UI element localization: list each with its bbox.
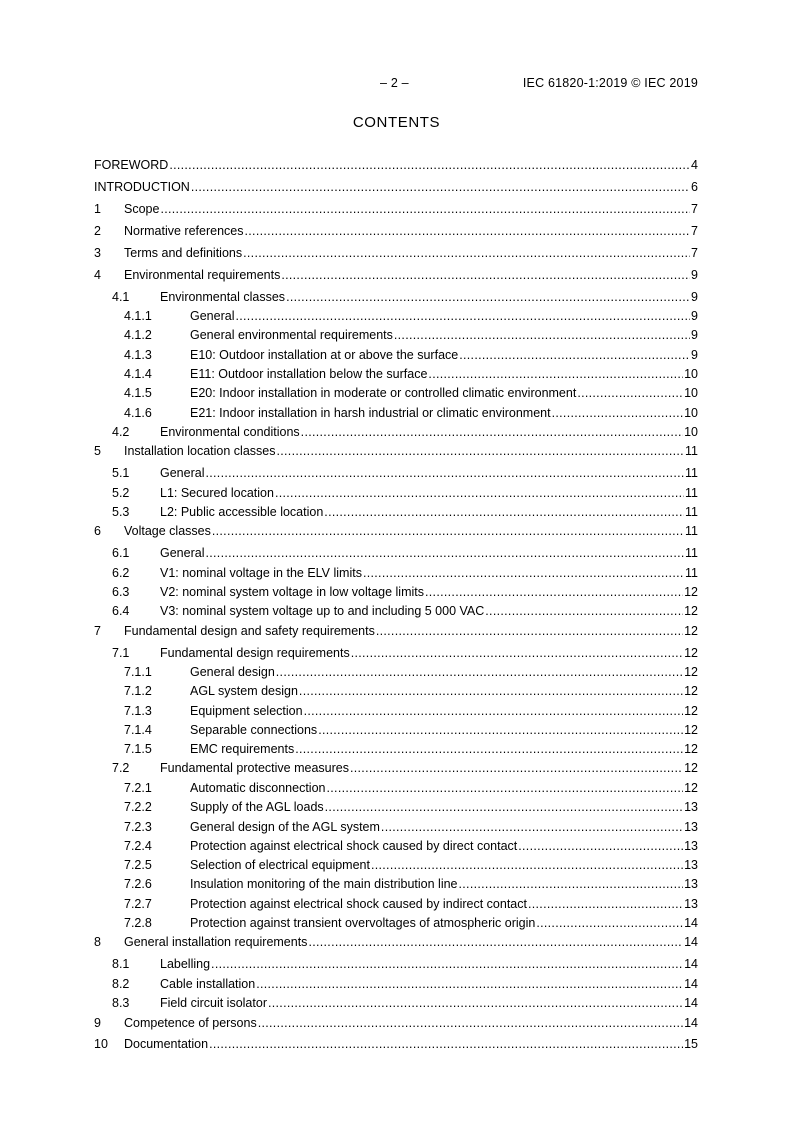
toc-entry-title: Installation location classes — [124, 444, 276, 458]
toc-dot-leader — [245, 224, 691, 239]
toc-entry[interactable] — [94, 742, 698, 757]
toc-dot-leader — [275, 486, 684, 501]
toc-entry-title: Fundamental design requirements — [160, 646, 350, 660]
toc-entry-number: 8.1 — [112, 957, 130, 971]
toc-entry-title: Environmental requirements — [124, 268, 281, 282]
toc-dot-leader — [191, 180, 690, 195]
toc-entry[interactable] — [94, 996, 698, 1011]
toc-entry-page: 14 — [684, 977, 698, 991]
toc-entry-title: Labelling — [160, 957, 211, 971]
toc-dot-leader — [577, 386, 683, 401]
toc-dot-leader — [256, 977, 683, 992]
toc-dot-leader — [518, 839, 683, 854]
toc-entry-page: 11 — [685, 486, 698, 500]
toc-entry-page: 10 — [684, 406, 698, 420]
toc-entry-page: 11 — [685, 566, 698, 580]
toc-entry-page: 13 — [684, 820, 698, 834]
toc-entry-title: E20: Indoor installation in moderate or controlled climatic environment — [190, 386, 577, 400]
toc-entry-title: E21: Indoor installation in harsh industrial or climatic environment — [190, 406, 551, 420]
toc-dot-leader — [318, 723, 683, 738]
toc-entry-title: Supply of the AGL loads — [190, 800, 324, 814]
toc-entry-title: INTRODUCTION — [94, 180, 190, 194]
toc-entry-number: 5.1 — [112, 466, 130, 480]
toc-entry-title: Equipment selection — [190, 704, 303, 718]
toc-entry-number: 7.2.5 — [124, 858, 152, 872]
toc-entry-page: 11 — [685, 466, 698, 480]
toc-entry-number: 7.2.1 — [124, 781, 152, 795]
toc-entry-page: 11 — [685, 444, 698, 458]
toc-entry[interactable] — [94, 723, 698, 738]
toc-entry-number: 7.2.4 — [124, 839, 152, 853]
toc-entry-title: Insulation monitoring of the main distribution line — [190, 877, 458, 891]
toc-entry-number: 7.1 — [112, 646, 130, 660]
toc-dot-leader — [205, 466, 684, 481]
toc-entry[interactable] — [94, 444, 698, 459]
toc-entry-page: 13 — [684, 800, 698, 814]
toc-dot-leader — [485, 604, 683, 619]
toc-entry-number: 2 — [94, 224, 101, 238]
toc-entry-page: 14 — [684, 957, 698, 971]
toc-entry[interactable] — [94, 246, 698, 261]
toc-entry-title: General — [160, 466, 205, 480]
toc-entry-title: Selection of electrical equipment — [190, 858, 370, 872]
toc-entry-number: 7.2.2 — [124, 800, 152, 814]
toc-entry-page: 6 — [691, 180, 698, 194]
toc-dot-leader — [281, 268, 690, 283]
toc-entry[interactable] — [94, 897, 698, 912]
toc-entry-title: Field circuit isolator — [160, 996, 267, 1010]
toc-entry[interactable] — [94, 916, 698, 931]
toc-entry-page: 11 — [685, 505, 698, 519]
toc-entry-number: 7.2.7 — [124, 897, 152, 911]
toc-dot-leader — [394, 328, 690, 343]
toc-dot-leader — [295, 742, 683, 757]
toc-dot-leader — [276, 444, 684, 459]
toc-entry[interactable] — [94, 877, 698, 892]
toc-entry[interactable] — [94, 704, 698, 719]
toc-entry-title: Normative references — [124, 224, 244, 238]
toc-entry-title: Protection against transient overvoltages of atmospheric origin — [190, 916, 536, 930]
toc-entry-page: 12 — [684, 684, 698, 698]
toc-entry[interactable] — [94, 935, 698, 950]
toc-entry[interactable] — [94, 328, 698, 343]
toc-entry-number: 5.2 — [112, 486, 130, 500]
toc-entry-page: 13 — [684, 877, 698, 891]
toc-entry-title: FOREWORD — [94, 158, 169, 172]
toc-entry-title: Competence of persons — [124, 1016, 257, 1030]
toc-entry-number: 5.3 — [112, 505, 130, 519]
toc-dot-leader — [552, 406, 683, 421]
toc-entry-page: 7 — [691, 224, 698, 238]
toc-entry[interactable] — [94, 624, 698, 639]
toc-entry-title: V2: nominal system voltage in low voltage limits — [160, 585, 425, 599]
toc-entry-number: 8.2 — [112, 977, 130, 991]
toc-entry[interactable] — [94, 957, 698, 972]
toc-entry-page: 9 — [691, 328, 698, 342]
toc-dot-leader — [536, 916, 683, 931]
toc-entry-page: 7 — [691, 202, 698, 216]
toc-entry[interactable] — [94, 486, 698, 501]
toc-dot-leader — [235, 309, 690, 324]
toc-entry-page: 11 — [685, 546, 698, 560]
toc-entry-number: 6.1 — [112, 546, 130, 560]
toc-dot-leader — [327, 781, 684, 796]
toc-dot-leader — [308, 935, 683, 950]
toc-entry-title: AGL system design — [190, 684, 298, 698]
toc-dot-leader — [428, 367, 683, 382]
toc-dot-leader — [243, 246, 690, 261]
toc-entry-number: 9 — [94, 1016, 101, 1030]
toc-entry[interactable] — [94, 290, 698, 305]
toc-entry-page: 12 — [684, 624, 698, 638]
toc-entry-page: 9 — [691, 290, 698, 304]
page-title: CONTENTS — [352, 114, 441, 131]
toc-entry-title: L1: Secured location — [160, 486, 274, 500]
toc-dot-leader — [351, 646, 683, 661]
toc-entry-number: 4.1.6 — [124, 406, 152, 420]
toc-dot-leader — [459, 877, 684, 892]
toc-entry[interactable] — [94, 781, 698, 796]
toc-entry[interactable] — [94, 604, 698, 619]
toc-entry-title: V1: nominal voltage in the ELV limits — [160, 566, 362, 580]
toc-entry-number: 7.1.3 — [124, 704, 152, 718]
toc-entry-title: E10: Outdoor installation at or above the surface — [190, 348, 459, 362]
toc-entry-title: Environmental classes — [160, 290, 286, 304]
toc-entry-title: General installation requirements — [124, 935, 308, 949]
toc-entry-number: 4.1.1 — [124, 309, 152, 323]
toc-entry[interactable] — [94, 524, 698, 539]
toc-dot-leader — [381, 820, 683, 835]
toc-entry[interactable] — [94, 820, 698, 835]
toc-entry-page: 14 — [684, 935, 698, 949]
toc-entry-title: V3: nominal system voltage up to and including 5 000 VAC — [160, 604, 485, 618]
toc-entry-number: 4.1.3 — [124, 348, 152, 362]
toc-entry-title: Voltage classes — [124, 524, 211, 538]
toc-entry-page: 13 — [684, 839, 698, 853]
toc-entry-page: 12 — [684, 761, 698, 775]
toc-entry-title: Separable connections — [190, 723, 318, 737]
toc-dot-leader — [376, 624, 683, 639]
toc-entry-number: 8.3 — [112, 996, 130, 1010]
toc-entry-number: 10 — [94, 1037, 108, 1051]
toc-entry-page: 12 — [684, 646, 698, 660]
toc-entry-page: 14 — [684, 996, 698, 1010]
toc-entry-title: Protection against electrical shock caused by direct contact — [190, 839, 518, 853]
toc-entry-number: 6.2 — [112, 566, 130, 580]
toc-entry-title: General design of the AGL system — [190, 820, 380, 834]
toc-entry-title: General design — [190, 665, 275, 679]
toc-entry-page: 12 — [684, 665, 698, 679]
toc-entry-number: 4 — [94, 268, 101, 282]
toc-dot-leader — [276, 665, 683, 680]
toc-entry-page: 13 — [684, 897, 698, 911]
toc-dot-leader — [350, 761, 683, 776]
toc-entry-number: 4.1.4 — [124, 367, 152, 381]
toc-entry[interactable] — [94, 309, 698, 324]
toc-entry-number: 7.2 — [112, 761, 130, 775]
toc-dot-leader — [371, 858, 683, 873]
toc-dot-leader — [459, 348, 690, 363]
toc-entry-title: Scope — [124, 202, 160, 216]
toc-entry[interactable] — [94, 546, 698, 561]
toc-entry-title: E11: Outdoor installation below the surface — [190, 367, 428, 381]
toc-entry[interactable] — [94, 180, 698, 195]
toc-entry-title: Documentation — [124, 1037, 209, 1051]
toc-entry-title: EMC requirements — [190, 742, 295, 756]
toc-entry-title: Cable installation — [160, 977, 256, 991]
toc-entry-page: 12 — [684, 604, 698, 618]
toc-entry[interactable] — [94, 646, 698, 661]
toc-dot-leader — [268, 996, 683, 1011]
toc-entry[interactable] — [94, 406, 698, 421]
toc-entry[interactable] — [94, 466, 698, 481]
toc-entry[interactable] — [94, 839, 698, 854]
toc-entry-page: 10 — [684, 425, 698, 439]
toc-entry[interactable] — [94, 977, 698, 992]
toc-entry-number: 4.1.2 — [124, 328, 152, 342]
toc-entry[interactable] — [94, 348, 698, 363]
toc-dot-leader — [299, 684, 683, 699]
toc-entry[interactable] — [94, 505, 698, 520]
toc-dot-leader — [160, 202, 690, 217]
page-number: – 2 – — [380, 76, 409, 90]
toc-entry[interactable] — [94, 1016, 698, 1031]
toc-entry-page: 11 — [685, 524, 698, 538]
toc-entry-number: 6.3 — [112, 585, 130, 599]
toc-entry-number: 7.1.5 — [124, 742, 152, 756]
toc-entry-number: 4.1 — [112, 290, 130, 304]
toc-entry-number: 1 — [94, 202, 101, 216]
toc-entry-page: 10 — [684, 367, 698, 381]
toc-dot-leader — [286, 290, 690, 305]
toc-entry-page: 13 — [684, 858, 698, 872]
toc-entry-page: 7 — [691, 246, 698, 260]
toc-dot-leader — [528, 897, 683, 912]
toc-entry-page: 12 — [684, 742, 698, 756]
toc-entry[interactable] — [94, 202, 698, 217]
toc-entry-number: 7 — [94, 624, 101, 638]
toc-entry-number: 7.1.4 — [124, 723, 152, 737]
toc-entry-title: General environmental requirements — [190, 328, 393, 342]
toc-entry[interactable] — [94, 224, 698, 239]
toc-entry-number: 3 — [94, 246, 101, 260]
toc-entry-page: 14 — [684, 916, 698, 930]
toc-entry-page: 10 — [684, 386, 698, 400]
toc-entry[interactable] — [94, 585, 698, 600]
toc-entry[interactable] — [94, 665, 698, 680]
toc-entry-number: 4.2 — [112, 425, 130, 439]
toc-entry-title: Fundamental design and safety requirements — [124, 624, 375, 638]
toc-entry-title: Fundamental protective measures — [160, 761, 349, 775]
toc-entry[interactable] — [94, 386, 698, 401]
toc-entry-page: 15 — [684, 1037, 698, 1051]
toc-entry-number: 7.1.2 — [124, 684, 152, 698]
toc-entry-number: 8 — [94, 935, 101, 949]
toc-entry[interactable] — [94, 858, 698, 873]
toc-dot-leader — [301, 425, 683, 440]
toc-entry[interactable] — [94, 367, 698, 382]
toc-dot-leader — [209, 1037, 683, 1052]
toc-entry[interactable] — [94, 800, 698, 815]
toc-dot-leader — [205, 546, 684, 561]
toc-entry-title: Terms and definitions — [124, 246, 243, 260]
toc-entry-title: General — [160, 546, 205, 560]
toc-entry[interactable] — [94, 684, 698, 699]
toc-entry[interactable] — [94, 268, 698, 283]
toc-entry[interactable] — [94, 425, 698, 440]
toc-entry-page: 9 — [691, 268, 698, 282]
toc-entry-number: 7.2.3 — [124, 820, 152, 834]
standard-designation: IEC 61820-1:2019 © IEC 2019 — [522, 76, 698, 90]
toc-dot-leader — [169, 158, 690, 173]
toc-dot-leader — [258, 1016, 683, 1031]
toc-entry-number: 6 — [94, 524, 101, 538]
toc-entry-number: 7.2.6 — [124, 877, 152, 891]
toc-entry-page: 9 — [691, 309, 698, 323]
toc-entry-title: L2: Public accessible location — [160, 505, 324, 519]
toc-entry-number: 4.1.5 — [124, 386, 152, 400]
toc-entry-page: 4 — [691, 158, 698, 172]
toc-dot-leader — [363, 566, 684, 581]
toc-entry[interactable] — [94, 566, 698, 581]
toc-entry-title: Environmental conditions — [160, 425, 300, 439]
toc-entry-page: 12 — [684, 704, 698, 718]
toc-dot-leader — [304, 704, 684, 719]
toc-dot-leader — [211, 957, 683, 972]
toc-entry-title: General — [190, 309, 235, 323]
toc-dot-leader — [212, 524, 684, 539]
toc-entry-title: Protection against electrical shock caused by indirect contact — [190, 897, 527, 911]
toc-entry[interactable] — [94, 158, 698, 173]
toc-entry-page: 9 — [691, 348, 698, 362]
toc-dot-leader — [325, 800, 683, 815]
toc-entry-page: 14 — [684, 1016, 698, 1030]
toc-entry-page: 12 — [684, 723, 698, 737]
toc-entry[interactable] — [94, 1037, 698, 1052]
toc-dot-leader — [425, 585, 683, 600]
toc-entry-page: 12 — [684, 781, 698, 795]
toc-entry-number: 7.1.1 — [124, 665, 152, 679]
toc-entry-page: 12 — [684, 585, 698, 599]
toc-entry-number: 5 — [94, 444, 101, 458]
toc-entry-number: 6.4 — [112, 604, 130, 618]
toc-entry-title: Automatic disconnection — [190, 781, 326, 795]
toc-entry[interactable] — [94, 761, 698, 776]
toc-entry-number: 7.2.8 — [124, 916, 152, 930]
toc-dot-leader — [324, 505, 684, 520]
